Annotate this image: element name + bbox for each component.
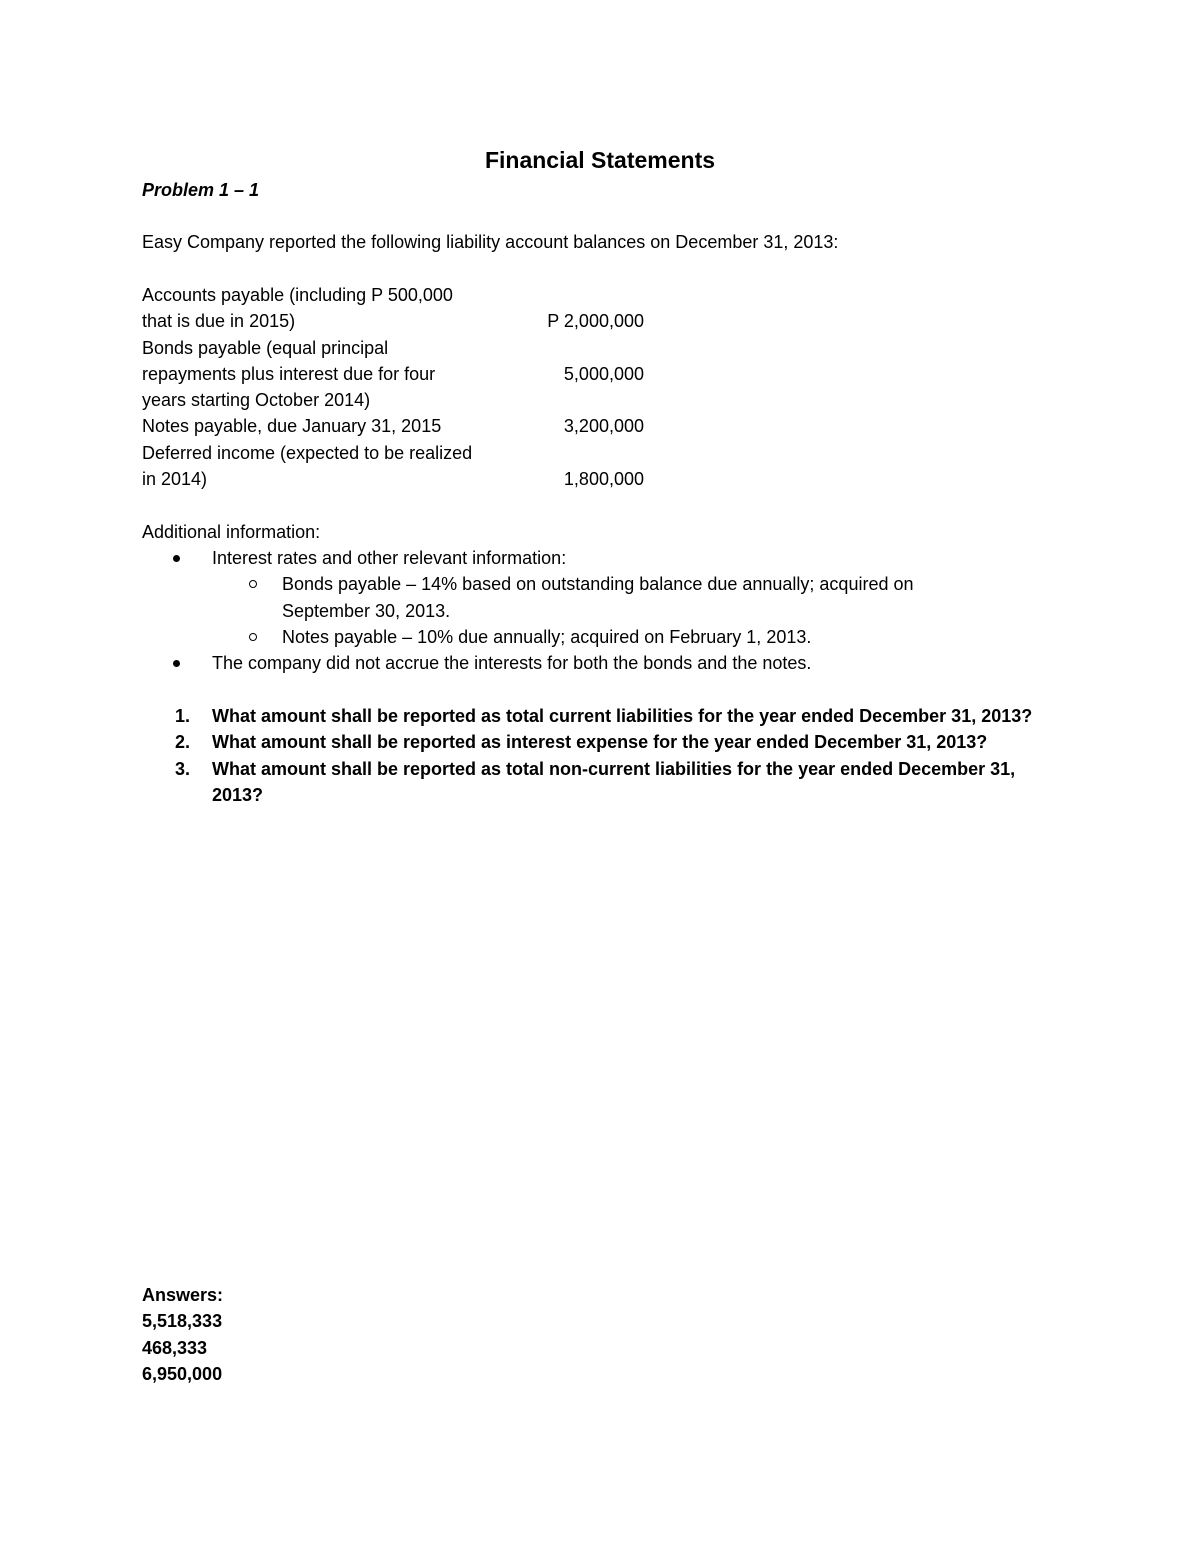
question-item (142, 756, 1042, 809)
additional-info-label: Additional information: (142, 522, 321, 542)
answer-value: 6,950,000 (142, 1363, 223, 1384)
liability-text-line: Notes payable, due January 31, 2015 (142, 416, 442, 437)
liability-text-line: that is due in 2015) (142, 311, 296, 332)
liability-text-line: repayments plus interest due for four (142, 363, 436, 384)
sub-bullet-item (142, 571, 982, 624)
question-item (142, 703, 1042, 729)
liability-amount: P 2,000,000 (547, 311, 644, 332)
answer-value: 468,333 (142, 1337, 208, 1358)
liability-row-bonds-payable (142, 335, 644, 414)
liability-text-line: Accounts payable (including P 500,000 (142, 285, 453, 305)
bullet-item (142, 545, 1042, 571)
bullet-dot-icon (173, 660, 180, 667)
liability-row-accounts-payable (142, 282, 644, 335)
bullet-dot-icon (173, 555, 180, 562)
question-text: What amount shall be reported as total non-current liabilities for the year ended December 31, 2013? (212, 758, 1016, 805)
intro-text: Easy Company reported the following liability account balances on December 31, 2013: (142, 232, 839, 252)
liability-text-line: Bonds payable (equal principal (142, 337, 389, 358)
bullet-text: The company did not accrue the interests for both the bonds and the notes. (212, 653, 812, 674)
question-number: 3. (175, 758, 191, 779)
liability-text-line: Deferred income (expected to be realized (142, 442, 473, 463)
sub-bullet-item (142, 624, 982, 650)
question-number: 1. (175, 706, 191, 726)
question-item (142, 729, 1042, 755)
bullet-item (142, 650, 1042, 676)
liability-text-line: in 2014) (142, 469, 208, 490)
answers-section (142, 1282, 223, 1387)
liability-text-line: years starting October 2014) (142, 390, 371, 411)
question-list (142, 703, 1042, 808)
liability-row-notes-payable (142, 413, 644, 439)
hollow-circle-bullet-icon (249, 580, 257, 588)
liability-amount: 3,200,000 (563, 416, 644, 437)
page-title: Financial Statements (484, 147, 716, 173)
question-text: What amount shall be reported as interest expense for the year ended December 31, 2013? (212, 732, 988, 753)
liability-list (142, 282, 644, 492)
liability-amount: 5,000,000 (563, 363, 644, 384)
sub-bullet-text: Notes payable – 10% due annually; acquired on February 1, 2013. (282, 626, 812, 647)
sub-bullet-text: Bonds payable – 14% based on outstanding balance due annually; acquired on September 30, 2013. (282, 574, 914, 621)
liability-row-deferred-income (142, 440, 644, 493)
question-number: 2. (175, 732, 191, 753)
answers-label: Answers: (142, 1285, 224, 1305)
liability-amount: 1,800,000 (563, 469, 644, 490)
problem-label: Problem 1 – 1 (142, 180, 260, 200)
question-text: What amount shall be reported as total current liabilities for the year ended December 31, 2013? (212, 706, 1033, 726)
additional-info-list (142, 545, 1042, 676)
hollow-circle-bullet-icon (249, 633, 257, 641)
answer-value: 5,518,333 (142, 1311, 223, 1332)
bullet-text: Interest rates and other relevant information: (212, 548, 567, 568)
